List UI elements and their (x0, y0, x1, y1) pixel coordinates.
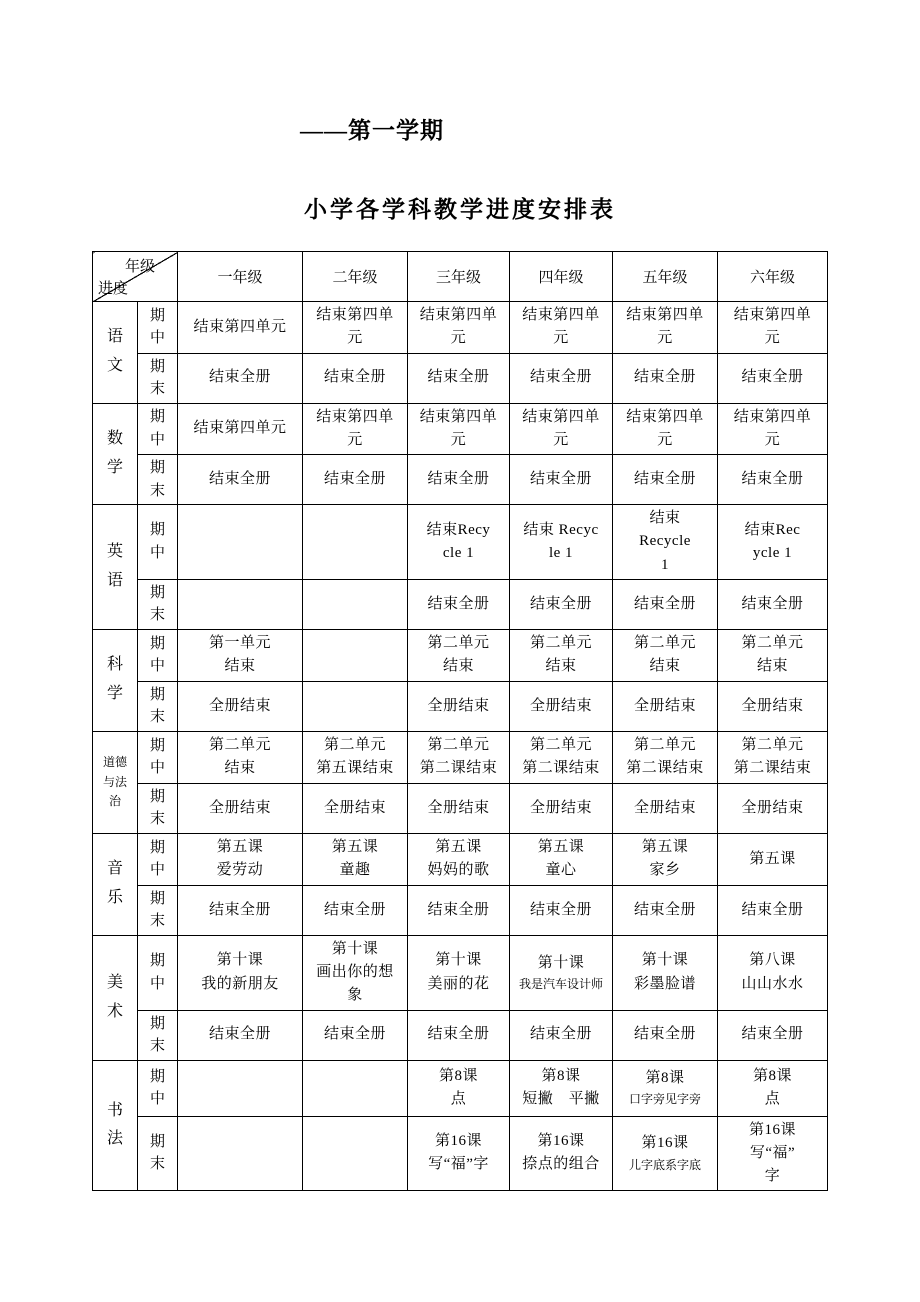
cell-daode-end-grade5: 全册结束 (613, 783, 718, 833)
schedule-table-body (93, 302, 828, 1191)
cell-daode-mid-grade6: 第二单元 第二课结束 (718, 731, 828, 783)
period-label-yinyue-end: 期末 (138, 885, 178, 935)
period-label-shufa-end: 期末 (138, 1116, 178, 1191)
cell-shuxue-end-grade2: 结束全册 (303, 455, 408, 505)
cell-daode-end-grade2: 全册结束 (303, 783, 408, 833)
cell-yinyue-mid-grade4: 第五课 童心 (510, 833, 613, 885)
cell-shuxue-mid-grade3: 结束第四单 元 (408, 403, 510, 455)
cell-yinyue-end-grade4: 结束全册 (510, 885, 613, 935)
cell-yinyue-mid-grade3: 第五课 妈妈的歌 (408, 833, 510, 885)
cell-kexue-mid-grade5: 第二单元 结束 (613, 629, 718, 681)
subject-label-shuxue: 数学 (93, 403, 138, 505)
cell-yinyue-mid-grade2: 第五课 童趣 (303, 833, 408, 885)
cell-yingyu-end-grade1 (178, 579, 303, 629)
row-yingyu-end (93, 579, 828, 629)
cell-kexue-mid-grade6: 第二单元 结束 (718, 629, 828, 681)
cell-yinyue-end-grade1: 结束全册 (178, 885, 303, 935)
schedule-table (92, 251, 828, 1191)
period-label-shuxue-end: 期末 (138, 455, 178, 505)
cell-daode-mid-grade5: 第二单元 第二课结束 (613, 731, 718, 783)
cell-shufa-end-grade5: 第16课 儿字底系字底 (613, 1116, 718, 1191)
cell-yinyue-mid-grade6: 第五课 (718, 833, 828, 885)
row-yingyu-mid (93, 505, 828, 580)
cell-daode-mid-grade4: 第二单元 第二课结束 (510, 731, 613, 783)
cell-kexue-mid-grade2 (303, 629, 408, 681)
cell-meishu-mid-grade2: 第十课 画出你的想 象 (303, 935, 408, 1010)
row-shufa-end (93, 1116, 828, 1191)
cell-yingyu-mid-grade5: 结束 Recycle 1 (613, 505, 718, 580)
cell-shuxue-mid-grade4: 结束第四单 元 (510, 403, 613, 455)
grade-header-1: 一年级 (178, 252, 303, 302)
cell-yuwen-mid-grade5: 结束第四单 元 (613, 302, 718, 354)
period-label-yuwen-mid: 期中 (138, 302, 178, 354)
cell-yingyu-end-grade6: 结束全册 (718, 579, 828, 629)
cell-shuxue-mid-grade5: 结束第四单 元 (613, 403, 718, 455)
subject-label-yuwen: 语文 (93, 302, 138, 404)
cell-kexue-end-grade1: 全册结束 (178, 681, 303, 731)
period-label-kexue-mid: 期中 (138, 629, 178, 681)
cell-yuwen-end-grade2: 结束全册 (303, 353, 408, 403)
cell-daode-end-grade3: 全册结束 (408, 783, 510, 833)
cell-yuwen-mid-grade3: 结束第四单 元 (408, 302, 510, 354)
cell-daode-end-grade1: 全册结束 (178, 783, 303, 833)
cell-meishu-mid-grade3: 第十课 美丽的花 (408, 935, 510, 1010)
corner-progress-label: 进度 (98, 281, 129, 297)
cell-yuwen-end-grade5: 结束全册 (613, 353, 718, 403)
cell-shufa-mid-grade3: 第8课 点 (408, 1060, 510, 1116)
cell-yuwen-end-grade3: 结束全册 (408, 353, 510, 403)
corner-grade-label: 年级 (124, 259, 155, 275)
cell-daode-end-grade4: 全册结束 (510, 783, 613, 833)
grade-header-3: 三年级 (408, 252, 510, 302)
cell-kexue-end-grade2 (303, 681, 408, 731)
period-label-yuwen-end: 期末 (138, 353, 178, 403)
period-label-yingyu-mid: 期中 (138, 505, 178, 580)
cell-shuxue-mid-grade1: 结束第四单元 (178, 403, 303, 455)
row-daode-mid (93, 731, 828, 783)
cell-yingyu-mid-grade6: 结束Rec ycle 1 (718, 505, 828, 580)
row-shufa-mid (93, 1060, 828, 1116)
row-yinyue-mid (93, 833, 828, 885)
cell-meishu-mid-grade5: 第十课 彩墨脸谱 (613, 935, 718, 1010)
cell-yuwen-end-grade6: 结束全册 (718, 353, 828, 403)
grade-header-4: 四年级 (510, 252, 613, 302)
period-label-yinyue-mid: 期中 (138, 833, 178, 885)
cell-yinyue-end-grade5: 结束全册 (613, 885, 718, 935)
cell-yinyue-mid-grade1: 第五课 爱劳动 (178, 833, 303, 885)
cell-meishu-end-grade3: 结束全册 (408, 1010, 510, 1060)
row-yuwen-end (93, 353, 828, 403)
subject-label-meishu: 美术 (93, 935, 138, 1060)
cell-daode-mid-grade2: 第二单元 第五课结束 (303, 731, 408, 783)
cell-yinyue-end-grade6: 结束全册 (718, 885, 828, 935)
cell-yuwen-end-grade4: 结束全册 (510, 353, 613, 403)
cell-meishu-end-grade4: 结束全册 (510, 1010, 613, 1060)
cell-kexue-mid-grade1: 第一单元 结束 (178, 629, 303, 681)
row-kexue-end (93, 681, 828, 731)
cell-meishu-mid-grade6: 第八课 山山水水 (718, 935, 828, 1010)
row-daode-end (93, 783, 828, 833)
cell-daode-mid-grade3: 第二单元 第二课结束 (408, 731, 510, 783)
corner-cell (93, 252, 178, 302)
period-label-yingyu-end: 期末 (138, 579, 178, 629)
cell-yingyu-mid-grade2 (303, 505, 408, 580)
cell-yinyue-end-grade3: 结束全册 (408, 885, 510, 935)
table-header-row (93, 252, 828, 302)
cell-shufa-end-grade4: 第16课 捺点的组合 (510, 1116, 613, 1191)
cell-meishu-mid-grade4: 第十课 我是汽车设计师 (510, 935, 613, 1010)
grade-header-2: 二年级 (303, 252, 408, 302)
cell-yuwen-mid-grade2: 结束第四单 元 (303, 302, 408, 354)
cell-shuxue-mid-grade2: 结束第四单 元 (303, 403, 408, 455)
row-meishu-mid (93, 935, 828, 1010)
cell-daode-end-grade6: 全册结束 (718, 783, 828, 833)
cell-shufa-end-grade1 (178, 1116, 303, 1191)
cell-shuxue-end-grade3: 结束全册 (408, 455, 510, 505)
cell-shuxue-end-grade4: 结束全册 (510, 455, 613, 505)
cell-shufa-end-grade2 (303, 1116, 408, 1191)
cell-yingyu-end-grade3: 结束全册 (408, 579, 510, 629)
cell-yingyu-mid-grade3: 结束Recy cle 1 (408, 505, 510, 580)
cell-shuxue-mid-grade6: 结束第四单 元 (718, 403, 828, 455)
cell-yingyu-mid-grade4: 结束 Recyc le 1 (510, 505, 613, 580)
period-label-shufa-mid: 期中 (138, 1060, 178, 1116)
cell-yinyue-mid-grade5: 第五课 家乡 (613, 833, 718, 885)
cell-yuwen-end-grade1: 结束全册 (178, 353, 303, 403)
cell-shufa-mid-grade1 (178, 1060, 303, 1116)
cell-kexue-mid-grade3: 第二单元 结束 (408, 629, 510, 681)
cell-shufa-end-grade6: 第16课 写“福” 字 (718, 1116, 828, 1191)
cell-yingyu-end-grade2 (303, 579, 408, 629)
row-shuxue-mid (93, 403, 828, 455)
cell-shufa-mid-grade5: 第8课 口字旁见字旁 (613, 1060, 718, 1116)
period-label-kexue-end: 期末 (138, 681, 178, 731)
cell-yinyue-end-grade2: 结束全册 (303, 885, 408, 935)
cell-yuwen-mid-grade6: 结束第四单 元 (718, 302, 828, 354)
subject-label-kexue: 科学 (93, 629, 138, 731)
period-label-meishu-mid: 期中 (138, 935, 178, 1010)
subject-label-shufa: 书法 (93, 1060, 138, 1191)
cell-yingyu-end-grade5: 结束全册 (613, 579, 718, 629)
period-label-meishu-end: 期末 (138, 1010, 178, 1060)
cell-meishu-end-grade2: 结束全册 (303, 1010, 408, 1060)
grade-header-6: 六年级 (718, 252, 828, 302)
cell-kexue-end-grade6: 全册结束 (718, 681, 828, 731)
cell-meishu-end-grade1: 结束全册 (178, 1010, 303, 1060)
cell-yuwen-mid-grade1: 结束第四单元 (178, 302, 303, 354)
row-yuwen-mid (93, 302, 828, 354)
row-kexue-mid (93, 629, 828, 681)
cell-shuxue-end-grade6: 结束全册 (718, 455, 828, 505)
cell-kexue-mid-grade4: 第二单元 结束 (510, 629, 613, 681)
cell-kexue-end-grade4: 全册结束 (510, 681, 613, 731)
subject-label-yinyue: 音乐 (93, 833, 138, 935)
row-shuxue-end (93, 455, 828, 505)
cell-meishu-mid-grade1: 第十课 我的新朋友 (178, 935, 303, 1010)
cell-shufa-end-grade3: 第16课 写“福”字 (408, 1116, 510, 1191)
cell-shuxue-end-grade5: 结束全册 (613, 455, 718, 505)
cell-meishu-end-grade6: 结束全册 (718, 1010, 828, 1060)
semester-title: ——第一学期 (300, 118, 444, 143)
cell-kexue-end-grade3: 全册结束 (408, 681, 510, 731)
row-meishu-end (93, 1010, 828, 1060)
cell-yuwen-mid-grade4: 结束第四单 元 (510, 302, 613, 354)
cell-shufa-mid-grade6: 第8课 点 (718, 1060, 828, 1116)
subject-label-yingyu: 英语 (93, 505, 138, 630)
row-yinyue-end (93, 885, 828, 935)
cell-kexue-end-grade5: 全册结束 (613, 681, 718, 731)
cell-daode-mid-grade1: 第二单元 结束 (178, 731, 303, 783)
schedule-table-title: 小学各学科教学进度安排表 (304, 197, 616, 222)
grade-header-5: 五年级 (613, 252, 718, 302)
period-label-daode-mid: 期中 (138, 731, 178, 783)
cell-yingyu-end-grade4: 结束全册 (510, 579, 613, 629)
cell-shufa-mid-grade4: 第8课 短撇 平撇 (510, 1060, 613, 1116)
period-label-shuxue-mid: 期中 (138, 403, 178, 455)
subject-label-daode: 道德与法治 (93, 731, 138, 833)
cell-shuxue-end-grade1: 结束全册 (178, 455, 303, 505)
cell-meishu-end-grade5: 结束全册 (613, 1010, 718, 1060)
cell-yingyu-mid-grade1 (178, 505, 303, 580)
period-label-daode-end: 期末 (138, 783, 178, 833)
cell-shufa-mid-grade2 (303, 1060, 408, 1116)
